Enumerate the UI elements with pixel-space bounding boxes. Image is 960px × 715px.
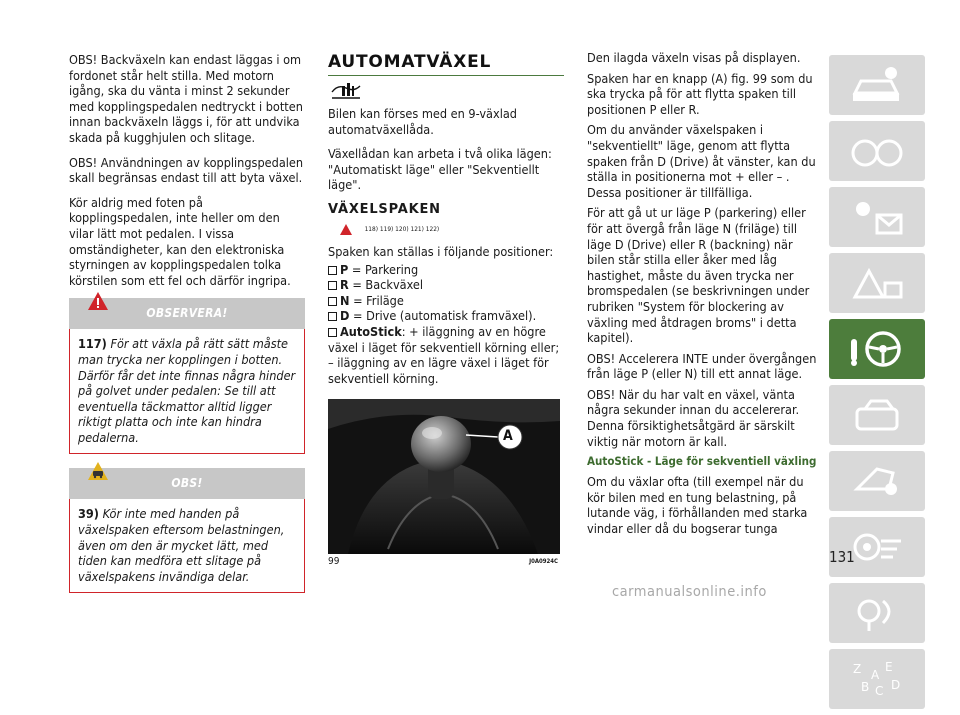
paragraph-foot-on-clutch: Kör aldrig med foten på kopplingspedalen, inte heller om den vilar lätt mot pedalen. I vissa omständigheter, kan den elektroniska styrningen av kopplingspedalen tolka körstilen som ett fel och därför ingripa. bbox=[69, 194, 291, 288]
warning-note-header bbox=[69, 298, 305, 329]
list-item bbox=[328, 277, 564, 293]
paragraph-brake: För att gå ut ur läge P (parkering) eller för att övergå från läge N (friläge) till läge D (Drive) eller R (backning) när bilen står stilla eller åker med låg hastighet, måste du även trycka ner bromspedalen (se beskrivningen under rubriken "System för blockering av växling med åtdragen broms" i detta kapitel). bbox=[587, 205, 810, 346]
svg-text:D: D bbox=[891, 678, 901, 692]
emergency-icon bbox=[847, 393, 907, 437]
watermark: carmanualsonline.info bbox=[612, 584, 767, 600]
page-number: 131 bbox=[829, 548, 855, 566]
caution-note-body bbox=[69, 499, 305, 593]
tab-warning[interactable] bbox=[829, 253, 925, 313]
svg-text:C: C bbox=[875, 684, 884, 698]
tab-driving[interactable] bbox=[829, 319, 925, 379]
technical-data-icon bbox=[847, 525, 907, 569]
note-number: 39) bbox=[78, 506, 99, 522]
paragraph-autostick-intro: Om du växlar ofta (till exempel när du kör bilen med en tung belastning, på lutande väg, i förhållanden med starka vindar eller då du bogserar tunga bbox=[587, 474, 808, 537]
multimedia-icon bbox=[847, 591, 907, 635]
tab-index[interactable] bbox=[829, 649, 925, 709]
caution-note-header bbox=[69, 468, 305, 499]
warning-note-title: OBSERVERA! bbox=[146, 306, 228, 321]
paragraph-no-accelerate: OBS! Accelerera INTE under övergången från läge P (eller N) till ett annat läge. bbox=[587, 350, 817, 382]
gear-lever-photo bbox=[328, 399, 560, 554]
warning-note-body bbox=[69, 329, 305, 454]
heading-rule bbox=[328, 75, 564, 76]
list-item bbox=[328, 324, 564, 340]
list-item bbox=[328, 308, 564, 324]
position-key: N bbox=[340, 292, 350, 308]
paragraph-reverse-gear: OBS! Backväxeln kan endast läggas i om fordonet står helt stilla. Med motorn igång, ska du vänta i minst 2 sekunder med kopplingspedalen nedtryckt i botten innan backväxeln läggs i, för att undvika skada på kugghjulen och slitage. bbox=[69, 52, 303, 145]
warning-icon bbox=[847, 261, 907, 305]
figure-caption bbox=[328, 556, 560, 567]
tab-car-info[interactable] bbox=[829, 55, 925, 115]
gear-lever-illustration bbox=[328, 399, 560, 554]
tab-maintenance[interactable] bbox=[829, 451, 925, 511]
index-icon bbox=[847, 657, 907, 701]
column-right bbox=[587, 50, 819, 546]
tab-technical-data[interactable] bbox=[829, 517, 925, 577]
warning-triangle-icon bbox=[340, 224, 352, 235]
tab-dashboard[interactable] bbox=[829, 121, 925, 181]
column-left bbox=[69, 52, 305, 593]
tab-multimedia[interactable] bbox=[829, 583, 925, 643]
svg-text:B: B bbox=[861, 680, 870, 694]
note-number: 117) bbox=[78, 336, 107, 352]
position-label: = Backväxel bbox=[352, 277, 424, 293]
position-label: : + iläggning av en högre bbox=[401, 323, 546, 339]
paragraph-wait: OBS! När du har valt en växel, vänta några sekunder innan du accelererar. Denna försiktighetsåtgärd är särskilt viktig när motorn är kall. bbox=[587, 386, 800, 449]
svg-text:E: E bbox=[885, 660, 893, 674]
position-key: AutoStick bbox=[340, 323, 402, 339]
refs-row bbox=[340, 219, 564, 238]
paragraph-button-a: Spaken har en knapp (A) fig. 99 som du ska trycka på för att flytta spaken till positionen P eller R. bbox=[587, 70, 813, 117]
autostick-heading: AutoStick - Läge för sekventiell växling bbox=[587, 454, 817, 469]
paragraph-positions-lead: Spaken kan ställas i följande positioner: bbox=[328, 243, 554, 259]
chapter-tabs bbox=[829, 55, 929, 715]
callout-label-a: A bbox=[503, 428, 513, 445]
steering-wheel-icon bbox=[847, 327, 907, 371]
position-key: P bbox=[340, 261, 349, 277]
car-info-icon bbox=[847, 63, 907, 107]
paragraph-clutch-use: OBS! Användningen av kopplingspedalen skall begränsas endast till att byta växel. bbox=[69, 154, 304, 186]
dashboard-icon bbox=[847, 129, 907, 173]
svg-text:A: A bbox=[871, 668, 880, 682]
figure-number: 99 bbox=[328, 556, 340, 568]
subsection-heading: VÄXELSPAKEN bbox=[328, 201, 441, 217]
automatic-transmission-icon bbox=[330, 80, 564, 104]
note-text: Kör inte med handen på växelspaken eftersom belastningen, även om den är mycket lätt, med tiden kan medföra ett slitage på växelspakens invändiga delar. bbox=[78, 506, 285, 584]
tab-emergency[interactable] bbox=[829, 385, 925, 445]
paragraph-autostick: växel i läget för sekventiell körning eller; – iläggning av en lägre växel i läget för sekventiell körning. bbox=[328, 339, 560, 386]
figure-code: J0A0924C bbox=[529, 558, 558, 566]
svg-text:Z: Z bbox=[853, 662, 862, 676]
tab-safety[interactable] bbox=[829, 187, 925, 247]
maintenance-icon bbox=[847, 459, 907, 503]
position-label: = Parkering bbox=[351, 261, 419, 277]
list-item bbox=[328, 293, 564, 309]
section-heading: AUTOMATVÄXEL bbox=[328, 52, 492, 72]
paragraph-intro-1: Bilen kan förses med en 9-växlad automatväxellåda. bbox=[328, 106, 517, 137]
paragraph-intro-2: Växellådan kan arbeta i två olika lägen: "Automatiskt läge" eller "Sekventiellt läge". bbox=[328, 146, 552, 193]
paragraph-sequential: Om du använder växelspaken i "sekventiellt" läge, genom att flytta spaken från D (Drive) åt vänster, kan du ställa in positionerna mot + eller – . Dessa positioner är tillfälliga. bbox=[587, 122, 816, 200]
position-label: = Friläge bbox=[353, 292, 404, 308]
caution-note-title: OBS! bbox=[171, 476, 203, 491]
paragraph-display: Den ilagda växeln visas på displayen. bbox=[587, 50, 801, 65]
position-key: R bbox=[340, 277, 349, 293]
position-key: D bbox=[340, 308, 350, 324]
note-text: För att växla på rätt sätt måste man trycka ner kopplingen i botten. Därför får det inte finnas några hinder på golvet under pedalen: Se till att eventuella täckmattor alltid ligger riktigt platta och inte kan hindra pedalerna. bbox=[78, 336, 296, 445]
list-item bbox=[328, 262, 564, 278]
safety-icon bbox=[847, 195, 907, 239]
position-label: = Drive (automatisk framväxel). bbox=[353, 308, 537, 324]
column-middle bbox=[328, 52, 564, 567]
gear-positions-list bbox=[328, 262, 564, 340]
warning-references: 118) 119) 120) 121) 122) bbox=[364, 225, 440, 234]
